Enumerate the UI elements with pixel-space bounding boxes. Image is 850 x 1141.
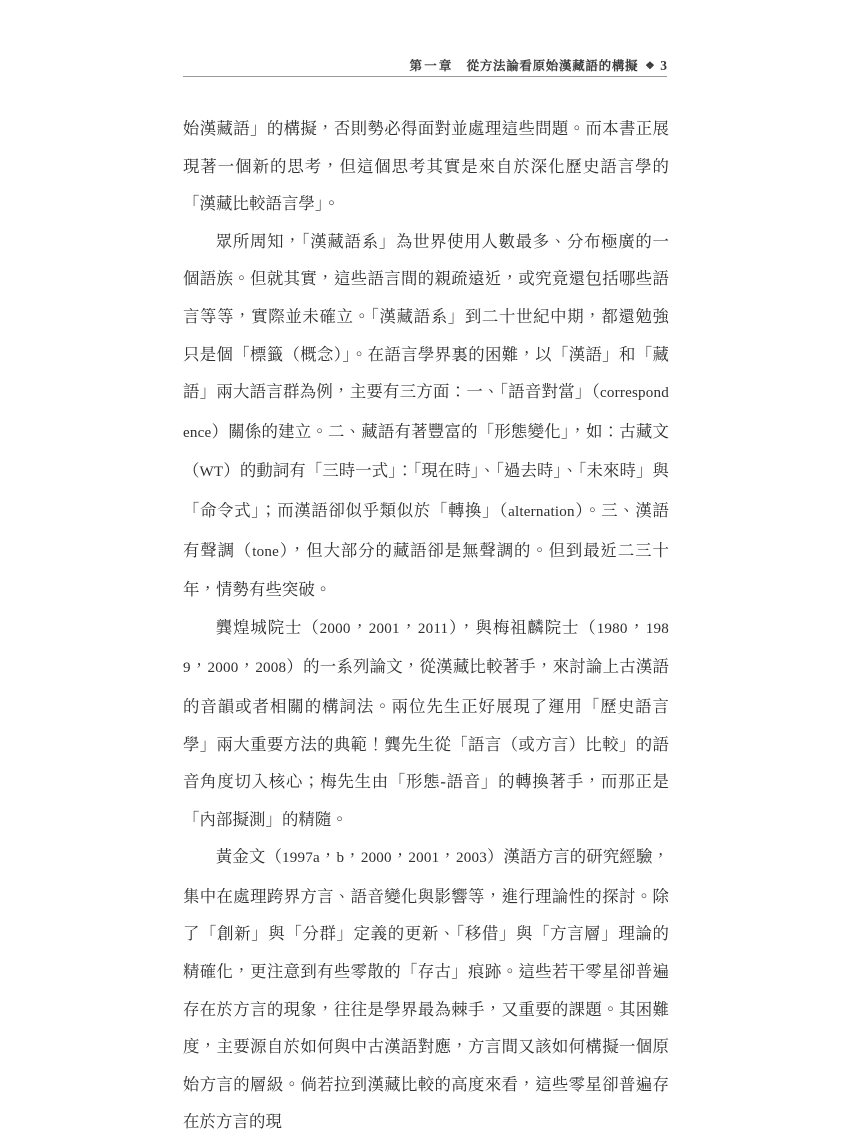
chapter-label: 第一章	[409, 59, 454, 73]
running-head	[183, 52, 667, 74]
chapter-title: 從方法論看原始漢藏語的構擬	[466, 59, 639, 73]
diamond-ornament-icon: ❖	[645, 61, 656, 72]
paragraph-gong-mei-scholars: 龔煌城院士（2000，2001，2011），與梅祖麟院士（1980，1989，2000，2008）的一系列論文，從漢藏比較著手，來討論上古漢語的音韻或者相關的構詞法。兩位先生正好展現了運用「歷史語言學」兩大重要方法的典範！龔先生從「語言（或方言）比較」的語音角度切入核心；梅先生由「形態-語音」的轉換著手，而那正是「內部擬測」的精隨。	[183, 617, 670, 829]
body-text-block	[183, 110, 669, 1141]
header-divider	[183, 76, 667, 77]
paragraph-continuation: 始漢藏語」的構擬，否則勢必得面對並處理這些問題。而本書正展現著一個新的思考，但這個思考其實是來自於深化歷史語言學的「漢藏比較語言學」。	[183, 119, 669, 214]
page-number: 3	[660, 58, 667, 73]
running-head-inner	[410, 56, 667, 74]
paragraph-huang-jinwen: 黃金文（1997a，b，2000，2001，2003）漢語方言的研究經驗，集中在處理跨界方言、語音變化與影響等，進行理論性的探討。除了「創新」與「分群」定義的更新、「移借」與「方言層」理論的精確化，更注意到有些零散的「存古」痕跡。這些若干零星卻普遍存在於方言的現象，往往是學界最為棘手，又重要的課題。其困難度，主要源自於如何與中古漢語對應，方言間又該如何構擬一個原始方言的層級。倘若拉到漢藏比較的高度來看，這些零星卻普遍存在於方言的現	[183, 847, 669, 1132]
paragraph-sino-tibetan-family: 眾所周知，「漢藏語系」為世界使用人數最多、分布極廣的一個語族。但就其實，這些語言間的親疏遠近，或究竟還包括哪些語言等等，實際並未確立。「漢藏語系」到二十世紀中期，都還勉強只是個「標籤（概念）」。在語言學界裏的困難，以「漢語」和「藏語」兩大語言群為例，主要有三方面：一、「語音對當」（correspondence）關係的建立。二、藏語有著豐富的「形態變化」，如：古藏文（WT）的動詞有「三時一式」：「現在時」、「過去時」、「未來時」與「命令式」；而漢語卻似乎類似於「轉換」（alternation）。三、漢語有聲調（tone），但大部分的藏語卻是無聲調的。但到最近二三十年，情勢有些突破。	[183, 231, 669, 600]
